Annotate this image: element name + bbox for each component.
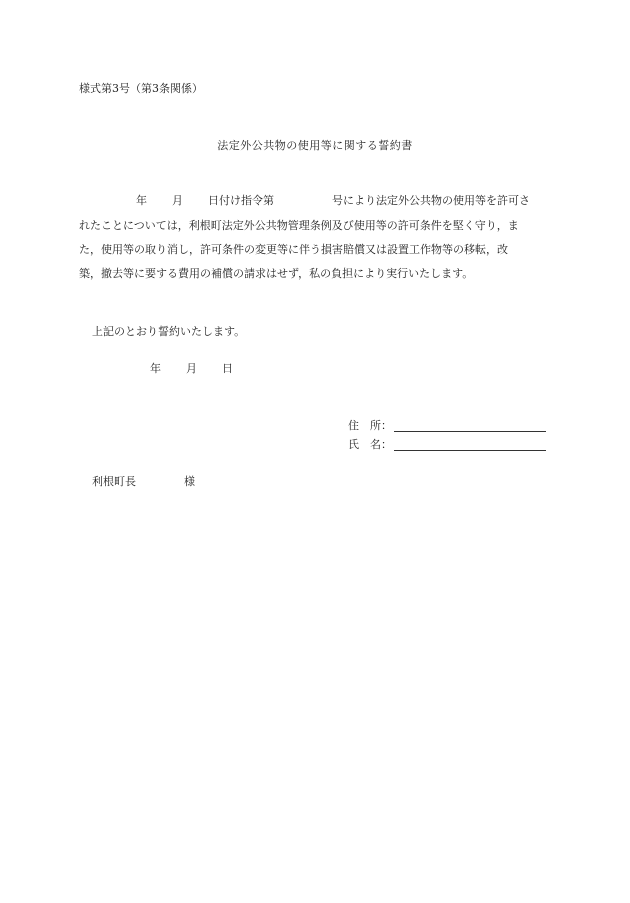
body-line-4: 築，撤去等に要する費用の補償の請求はせず，私の負担により実行いたします。 xyxy=(79,267,474,280)
body-line-1-tail: 号により法定外公共物の使用等を許可さ xyxy=(332,194,530,207)
body-year-label: 年 xyxy=(136,194,147,207)
name-row xyxy=(348,436,548,452)
name-line[interactable] xyxy=(394,450,546,451)
address-label: 住 所： xyxy=(348,419,392,432)
address-row xyxy=(348,417,548,433)
name-label: 氏 名： xyxy=(348,438,392,451)
document-title: 法定外公共物の使用等に関する誓約書 xyxy=(217,139,413,152)
body-line-1 xyxy=(79,192,530,208)
addressee xyxy=(92,473,195,489)
date-month-label: 月 xyxy=(186,362,197,375)
body-month-label: 月 xyxy=(172,194,183,207)
signing-date xyxy=(150,360,233,376)
oath-statement: 上記のとおり誓約いたします。 xyxy=(92,325,246,338)
addressee-name: 利根町長 xyxy=(92,475,136,488)
address-line[interactable] xyxy=(394,431,546,432)
body-day-ref: 日付け指令第 xyxy=(208,194,274,207)
date-day-label: 日 xyxy=(222,362,233,375)
body-line-3: た，使用等の取り消し，許可条件の変更等に伴う損害賠償又は設置工作物等の移転，改 xyxy=(79,243,508,256)
body-line-2: れたことについては，利根町法定外公共物管理条例及び使用等の許可条件を堅く守り，ま xyxy=(79,219,519,232)
date-year-label: 年 xyxy=(150,362,161,375)
form-number: 様式第3号（第3条関係） xyxy=(79,82,203,95)
addressee-honorific: 様 xyxy=(184,475,195,488)
